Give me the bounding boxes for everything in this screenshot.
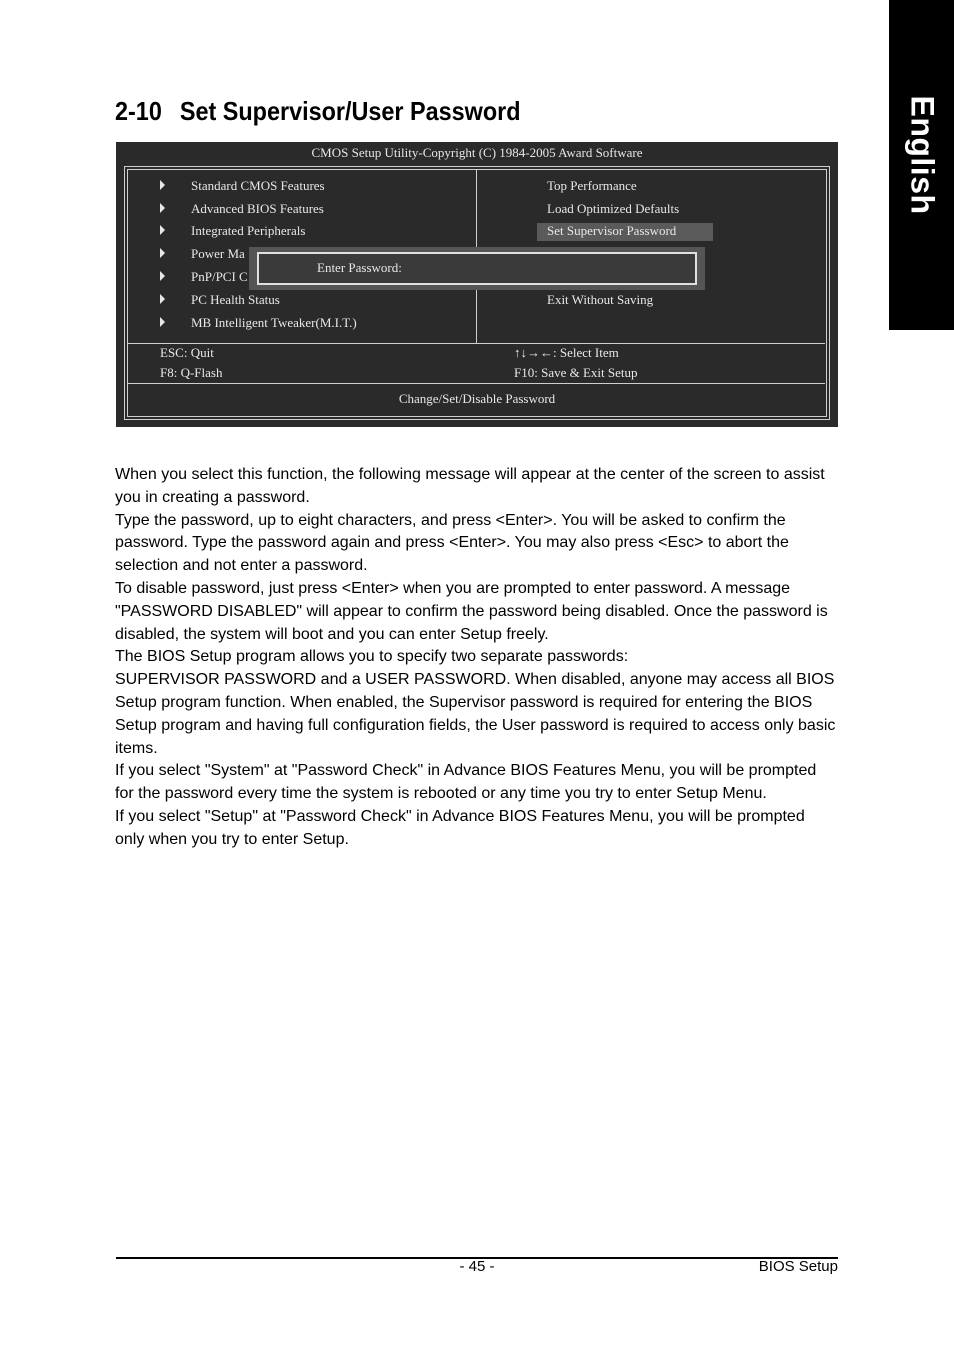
password-prompt: Enter Password:	[317, 260, 402, 275]
paragraph: The BIOS Setup program allows you to specify two separate passwords:	[115, 648, 629, 666]
section-heading	[115, 96, 521, 127]
password-input[interactable]	[257, 252, 697, 285]
menu-item-mit[interactable]: MB Intelligent Tweaker(M.I.T.)	[191, 315, 357, 330]
menu-arrow-icon	[160, 248, 165, 258]
menu-item-integrated-peripherals[interactable]: Integrated Peripherals	[191, 223, 306, 238]
menu-arrow-icon	[160, 225, 165, 235]
help-esc: ESC: Quit	[160, 345, 214, 360]
footer-section-label: BIOS Setup	[758, 1258, 838, 1275]
menu-item-set-supervisor-password[interactable]: Set Supervisor Password	[547, 223, 677, 238]
paragraph: When you select this function, the following message will appear at the center of the screen to assist you in creating a password.	[115, 466, 825, 506]
section-title: Set Supervisor/User Password	[179, 96, 521, 126]
status-line: Change/Set/Disable Password	[398, 391, 556, 406]
paragraph: SUPERVISOR PASSWORD and a USER PASSWORD. When disabled, anyone may access all BIOS Setup program function. When enabled, the Supervisor password is required for entering the BIOS Setup program and having full configuration fields, the User password is required to access only basic items.	[115, 671, 836, 757]
menu-item-top-performance[interactable]: Top Performance	[547, 178, 637, 193]
language-tab	[889, 0, 954, 330]
help-navigation: ↑↓→←: Select Item	[514, 345, 619, 360]
menu-item-power-management[interactable]: Power Ma	[191, 246, 245, 261]
menu-help-divider	[128, 343, 825, 344]
password-dialog	[249, 247, 705, 290]
menu-arrow-icon	[160, 271, 165, 281]
paragraph: If you select "Setup" at "Password Check" in Advance BIOS Features Menu, you will be prompted only when you try to enter Setup.	[115, 807, 805, 848]
menu-item-load-optimized[interactable]: Load Optimized Defaults	[547, 201, 680, 216]
bios-header: CMOS Setup Utility-Copyright (C) 1984-2005 Award Software	[311, 145, 643, 160]
page-number: - 45 -	[459, 1258, 495, 1275]
help-f10: F10: Save & Exit Setup	[514, 365, 638, 380]
menu-arrow-icon	[160, 317, 165, 327]
menu-item-standard-cmos[interactable]: Standard CMOS Features	[191, 178, 325, 193]
bios-screenshot	[116, 142, 838, 427]
menu-item-pnp-pci[interactable]: PnP/PCI C	[191, 269, 248, 284]
menu-arrow-icon	[160, 294, 165, 304]
help-f8: F8: Q-Flash	[160, 365, 223, 380]
menu-arrow-icon	[160, 180, 165, 190]
menu-arrow-icon	[160, 203, 165, 213]
section-number: 2-10	[115, 96, 162, 126]
menu-item-pc-health[interactable]: PC Health Status	[191, 292, 280, 307]
body-text	[115, 464, 838, 852]
paragraph: If you select "System" at "Password Check" in Advance BIOS Features Menu, you will be prompted for the password every time the system is rebooted or any time you try to enter Setup Menu.	[115, 762, 817, 803]
menu-item-advanced-bios[interactable]: Advanced BIOS Features	[191, 201, 324, 216]
paragraph: Type the password, up to eight characters, and press <Enter>. You will be asked to confirm the password. Type the password again and press <Enter>. You may also press <Esc> to abort the selection and not enter a password.	[115, 511, 789, 575]
menu-item-exit-without-saving[interactable]: Exit Without Saving	[547, 292, 654, 307]
paragraph: To disable password, just press <Enter> when you are prompted to enter password. A message "PASSWORD DISABLED" will appear to confirm the password being disabled. Once the password is disabled, the system will boot and you can enter Setup freely.	[115, 579, 828, 643]
help-status-divider	[128, 383, 825, 384]
language-tab-label: English	[904, 95, 940, 215]
